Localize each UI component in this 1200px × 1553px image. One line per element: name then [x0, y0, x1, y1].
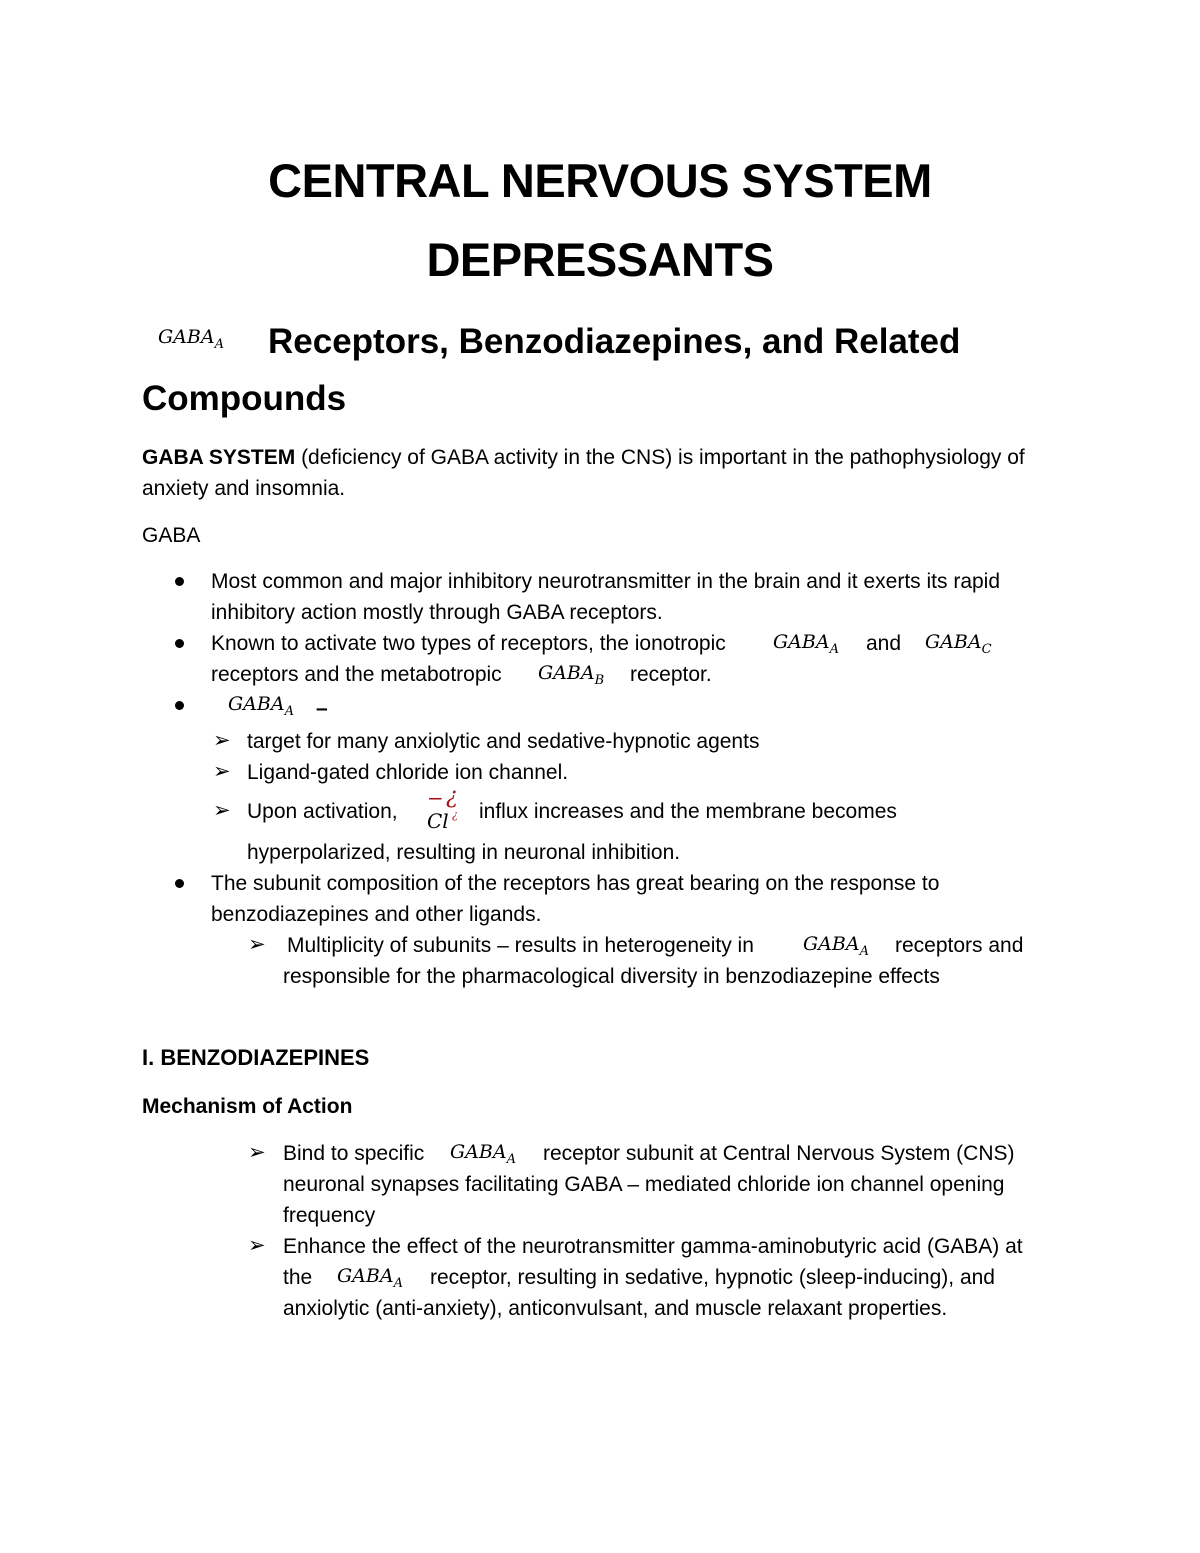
bullet-dot	[175, 701, 184, 710]
gaba-a-math: $GABA_A$	[803, 933, 869, 959]
arrow-bullet-icon: ➢	[213, 759, 231, 783]
section-heading-line2: Compounds	[142, 379, 347, 418]
sub3-b: influx increases and the membrane becomes	[479, 800, 897, 823]
bullet4-l1: The subunit composition of the receptors has great bearing on the response to	[211, 872, 940, 895]
moa2-a: the	[283, 1266, 313, 1289]
arrow-bullet-icon: ➢	[213, 798, 231, 822]
gaba-a-math: $GABA_A$	[337, 1265, 403, 1291]
moa2-b: receptor, resulting in sedative, hypnotic (sleep-inducing), and	[430, 1266, 995, 1289]
bullet2-l2: receptors and the metabotropic	[211, 663, 502, 686]
bullet-dot	[175, 577, 184, 586]
moa2-l1: Enhance the effect of the neurotransmitter gamma-aminobutyric acid (GABA) at	[283, 1235, 1023, 1258]
sub3-a: Upon activation,	[247, 800, 398, 823]
gaba-system-paragraph-l2: anxiety and insomnia.	[142, 477, 346, 500]
sub2: Ligand-gated chloride ion channel.	[247, 761, 569, 784]
title-line-2: DEPRESSANTS	[426, 233, 774, 286]
cl-minus: −	[427, 786, 444, 810]
bullet4-l2: benzodiazepines and other ligands.	[211, 903, 542, 926]
sub1: target for many anxiolytic and sedative-hypnotic agents	[247, 730, 760, 753]
gaba-b-math: $GABA_B$	[538, 662, 605, 688]
arrow-bullet-icon: ➢	[248, 1233, 266, 1257]
gaba-a-math: $GABA_A$	[158, 326, 224, 352]
gaba-a-math: $GABA_A$	[450, 1141, 516, 1167]
title-line-1: CENTRAL NERVOUS SYSTEM	[268, 154, 932, 207]
gaba-c-math: $GABA_C$	[925, 631, 992, 657]
arrow-bullet-icon: ➢	[213, 728, 231, 752]
sub4-a: Multiplicity of subunits – results in heterogeneity in	[287, 934, 754, 957]
moa-heading: Mechanism of Action	[142, 1095, 353, 1118]
moa1-l3: frequency	[283, 1204, 376, 1227]
bullet1-l1: Most common and major inhibitory neurotransmitter in the brain and it exerts its rapid	[211, 570, 1001, 593]
section-heading: Receptors, Benzodiazepines, and Related	[268, 322, 961, 361]
bullet1-l2: inhibitory action mostly through GABA receptors.	[211, 601, 663, 624]
cl-i-small: ¿	[452, 808, 458, 821]
bullet2-receptor: receptor.	[630, 663, 712, 686]
bullet-dot	[175, 879, 184, 888]
bullet2-and: and	[866, 632, 902, 655]
sub4-b: receptors and	[895, 934, 1024, 957]
gaba-a-math: $GABA_A$	[228, 693, 294, 719]
moa1-l2: neuronal synapses facilitating GABA – mediated chloride ion channel opening	[283, 1173, 1005, 1196]
bullet2-l1: Known to activate two types of receptors, the ionotropic	[211, 632, 726, 655]
moa1-a: Bind to specific	[283, 1142, 425, 1165]
arrow-bullet-icon: ➢	[248, 1140, 266, 1164]
gaba-label: GABA	[142, 524, 201, 547]
moa1-b: receptor subunit at Central Nervous System (CNS)	[543, 1142, 1015, 1165]
benzo-heading: I. BENZODIAZEPINES	[142, 1045, 370, 1070]
sub3-l2: hyperpolarized, resulting in neuronal inhibition.	[247, 841, 681, 864]
bullet3-dash: –	[316, 697, 328, 720]
arrow-bullet-icon: ➢	[248, 932, 266, 956]
moa2-l3: anxiolytic (anti-anxiety), anticonvulsant, and muscle relaxant properties.	[283, 1297, 948, 1320]
bullet-dot	[175, 639, 184, 648]
cl-i: ¿	[446, 784, 458, 809]
gaba-a-math: $GABA_A$	[773, 631, 839, 657]
gaba-system-paragraph: GABA SYSTEM (deficiency of GABA activity in the CNS) is important in the pathophysiology of	[142, 446, 1025, 469]
cl-symbol: Cl	[427, 809, 449, 833]
sub4-l2: responsible for the pharmacological diversity in benzodiazepine effects	[283, 965, 940, 988]
